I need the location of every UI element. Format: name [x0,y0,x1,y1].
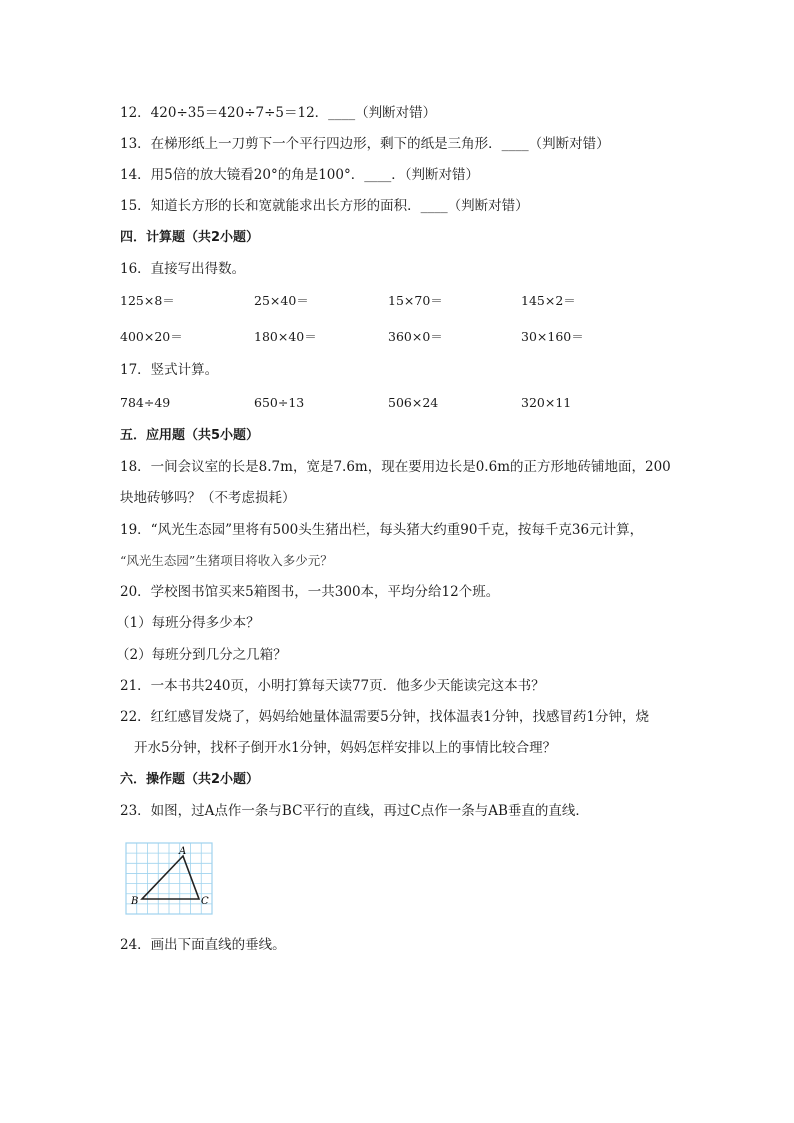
label-c: C [201,896,209,907]
question-20-part-2: （2）每班分到几分之几箱？ [116,647,287,663]
q16-item-2: 25×40＝ [254,293,309,308]
section-4-heading: 四．计算题（共2小题） [120,230,260,245]
q16-item-3: 15×70＝ [388,293,443,308]
label-b: B [131,896,139,907]
question-23: 23．如图，过A点作一条与BC平行的直线，再过C点作一条与AB垂直的直线． [120,803,589,819]
q16-item-8: 30×160＝ [521,329,584,344]
section-5-heading: 五．应用题（共5小题） [120,428,260,443]
q17-item-2: 650÷13 [254,395,305,410]
q17-item-3: 506×24 [388,395,439,410]
question-22-line-2: 开水5分钟，找杯子倒开水1分钟，妈妈怎样安排以上的事情比较合理？ [134,740,557,756]
q16-item-5: 400×20＝ [120,329,183,344]
section-6-heading: 六．操作题（共2小题） [120,772,260,787]
question-12: 12．420÷35＝420÷7÷5＝12．____（判断对错） [120,105,437,121]
question-19-line-1: 19．“风光生态园”里将有500头生猪出栏，每头猪大约重90千克，按每千克36元计算， [120,522,644,538]
q16-item-1: 125×8＝ [120,293,175,308]
q16-item-7: 360×0＝ [388,329,443,344]
question-21: 21．一本书共240页，小明打算每天读77页．他多少天能读完这本书？ [120,678,545,694]
triangle-grid-figure [125,842,215,916]
question-14: 14．用5倍的放大镜看20°的角是100°．____．（判断对错） [120,167,479,183]
label-a: A [179,846,187,857]
question-24: 24．画出下面直线的垂线。 [120,937,286,953]
question-18-line-2: 块地砖够吗？（不考虑损耗） [120,490,296,506]
q16-item-6: 180×40＝ [254,329,317,344]
q16-item-4: 145×2＝ [521,293,576,308]
q17-item-4: 320×11 [521,395,572,410]
question-20: 20．学校图书馆买来5箱图书，一共300本，平均分给12个班。 [120,584,500,600]
q17-item-1: 784÷49 [120,395,171,410]
question-22-line-1: 22．红红感冒发烧了，妈妈给她量体温需要5分钟，找体温表1分钟，找感冒药1分钟，烧 [120,709,649,725]
question-15: 15．知道长方形的长和宽就能求出长方形的面积．____（判断对错） [120,198,529,214]
question-16: 16．直接写出得数。 [120,261,246,277]
question-19-line-2: “风光生态园”生猪项目将收入多少元？ [120,553,333,568]
question-17: 17．竖式计算。 [120,362,219,378]
question-13: 13．在梯形纸上一刀剪下一个平行四边形，剩下的纸是三角形．____（判断对错） [120,136,610,152]
question-20-part-1: （1）每班分得多少本？ [116,615,260,631]
question-18-line-1: 18．一间会议室的长是8.7m，宽是7.6m，现在要用边长是0.6m的正方形地砖铺地面，200 [120,459,671,475]
